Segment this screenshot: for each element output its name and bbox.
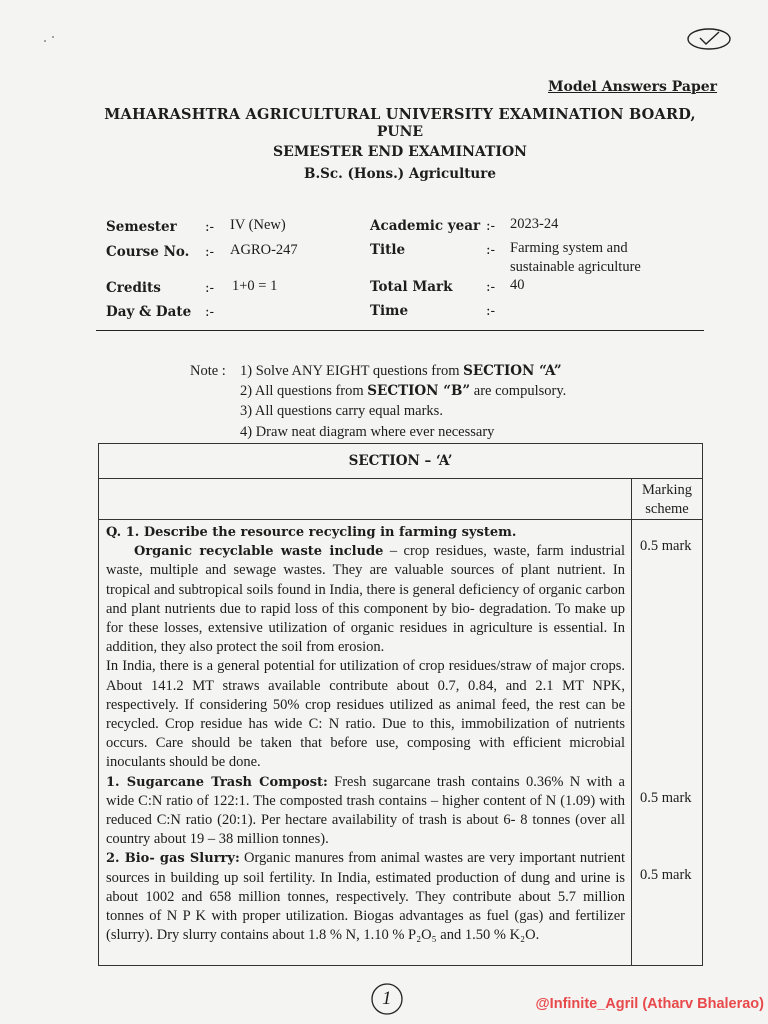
tick-mark-icon	[686, 26, 732, 52]
credits-value: 1+0 = 1	[232, 278, 278, 294]
page-number-text: 1	[382, 988, 392, 1009]
course-label: Course No.	[106, 244, 190, 260]
time-label: Time	[370, 303, 409, 319]
note-label: Note :	[190, 363, 226, 379]
total-mark-value: 40	[510, 277, 525, 293]
separator: :-	[486, 303, 496, 319]
scan-speck	[52, 36, 54, 38]
paragraph-organic-waste: Organic recyclable waste include – crop residues, waste, farm industrial waste, multiple and sewage wastes. They are valuable sources of plant nutrient. In tropical and subtropical soils found in India, there is general deficiency of organic carbon and plant nutrients due to rapid loss of this component by bio- degradation. To make up for these losses, extensive utilization of organic residues in agriculture is essential. In addition, they also protect the soil from erosion.	[106, 543, 625, 656]
blank-cell	[99, 479, 632, 520]
question-title: Q. 1. Describe the resource recycling in farming system.	[106, 525, 517, 540]
separator: :-	[486, 242, 496, 258]
course-value: AGRO-247	[230, 242, 298, 258]
separator: :-	[205, 280, 215, 296]
separator: :-	[205, 304, 215, 320]
note-item-1: 1) Solve ANY EIGHT questions from SECTION “A”	[240, 363, 562, 379]
separator: :-	[205, 219, 215, 235]
watermark: @Infinite_Agril (Atharv Bhalerao)	[535, 996, 764, 1012]
separator: :-	[205, 244, 215, 260]
academic-year-value: 2023-24	[510, 216, 559, 232]
title-value-line1: Farming system and	[510, 240, 628, 256]
paragraph-crop-residues: In India, there is a general potential for utilization of crop residues/straw of major crops. About 141.2 MT straws available contribute about 0.7, 0.84, and 2.1 MT NPK, respectively. If considering 50% crop residues utilized as animal feed, the rest can be recycled. Crop residue has wide C: N ratio. Due to this, immobilization of nutrients occurs. Care should be taken that before use, composing with efficient microbial inoculants should be done.	[106, 658, 625, 771]
section-a-table	[98, 443, 703, 966]
mark-biogas-slurry: 0.5 mark	[640, 867, 692, 883]
semester-label: Semester	[106, 219, 177, 235]
note-item-2: 2) All questions from SECTION “B” are compulsory.	[240, 383, 567, 399]
answer-content	[99, 520, 632, 966]
title-value-line2: sustainable agriculture	[510, 259, 641, 275]
note-item-3: 3) All questions carry equal marks.	[240, 403, 443, 419]
separator: :-	[486, 279, 496, 295]
degree-title: B.Sc. (Hons.) Agriculture	[304, 166, 496, 182]
separator: :-	[486, 218, 496, 234]
exam-title: SEMESTER END EXAMINATION	[273, 144, 527, 160]
divider-rule	[96, 330, 704, 331]
board-title: MAHARASHTRA AGRICULTURAL UNIVERSITY EXAMINATION BOARD,	[104, 106, 696, 123]
mark-organic-waste: 0.5 mark	[640, 538, 692, 554]
note-item-4: 4) Draw neat diagram where ever necessary	[240, 424, 495, 440]
board-city: PUNE	[376, 124, 424, 140]
scan-speck	[44, 40, 46, 42]
total-mark-label: Total Mark	[370, 279, 453, 295]
paragraph-biogas-slurry: 2. Bio- gas Slurry: Organic manures from animal wastes are very important nutrient sources in building up soil fertility. In India, estimated production of dung and urine is about 1002 and 658 million tonnes, respectively. They contribute about 5.7 million tonnes of N P K with proper utilization. Biogas advantages as fuel (gas) and fertilizer (slurry). Dry slurry contains about 1.8 % N, 1.10 % P₂O₅ and 1.50 % K₂O.	[106, 850, 625, 944]
semester-value: IV (New)	[230, 217, 286, 233]
mark-sugarcane-trash: 0.5 mark	[640, 790, 692, 806]
marking-column	[632, 520, 703, 966]
marking-scheme-header: Marking scheme	[632, 479, 703, 520]
model-answers-label: Model Answers Paper	[548, 79, 718, 95]
paragraph-sugarcane-trash: 1. Sugarcane Trash Compost: Fresh sugarcane trash contains 0.36% N with a wide C:N ratio of 122:1. The composted trash contains – higher content of N (1.09) with reduced C:N ratio (20:1). Per hectare availability of trash is about 6- 8 tonnes (over all country about 19 – 38 million tonnes).	[106, 773, 625, 848]
academic-year-label: Academic year	[370, 218, 481, 234]
credits-label: Credits	[106, 280, 161, 296]
day-date-label: Day & Date	[106, 304, 192, 320]
title-label: Title	[370, 242, 406, 258]
section-title: SECTION – ‘A’	[99, 444, 703, 479]
